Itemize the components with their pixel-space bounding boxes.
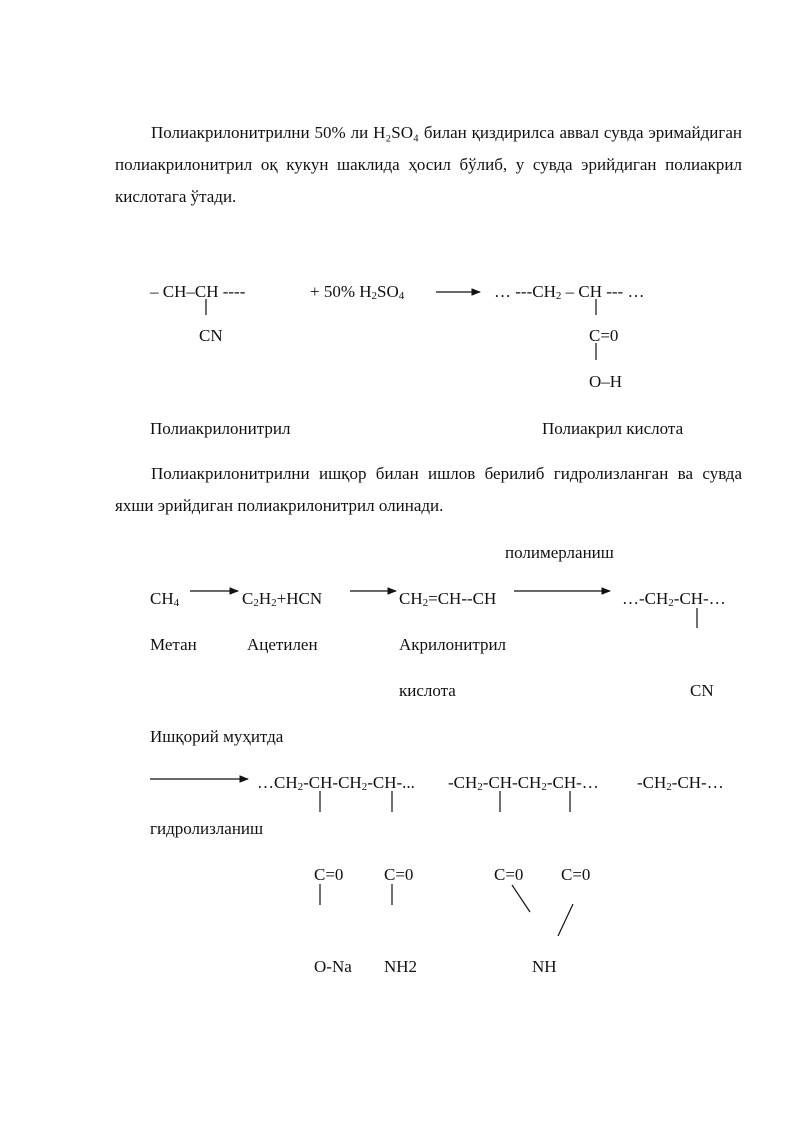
imide-bridge-group: NH (532, 957, 557, 976)
sodium-carboxylate-group: O-Na (314, 957, 352, 976)
alkaline-medium-label: Ишқорий муҳитда (150, 727, 284, 746)
carbonyl-group-4: C=0 (561, 865, 591, 884)
polymer-nitrile-group: CN (690, 681, 714, 700)
acetylene-name: Ацетилен (247, 635, 318, 654)
hydrolysis-paragraph-text: Полиакрилонитрилни ишқор билан ишлов берилиб гидролизланган ва сувда яхши эрийдиган полиакрилонитрил олинади. (115, 464, 742, 515)
methane-name: Метан (150, 635, 197, 654)
carbonyl-group-2: C=0 (384, 865, 414, 884)
carbonyl-group-3: C=0 (494, 865, 524, 884)
hydrolysis-paragraph (115, 458, 742, 522)
polymerization-label: полимерланиш (505, 543, 614, 562)
intro-paragraph-text: Полиакрилонитрилни 50% ли H₂SO₄ билан қиздирилса аввал сувда эримайдиган полиакрилонитрил оқ кукун шаклида ҳосил бўлиб, у сувда эрийдиган полиакрил кислотага ўтади. (115, 123, 742, 206)
reactant-name: Полиакрилонитрил (150, 419, 291, 438)
chain-segment-2: $-CH_2-CH-CH_2-CH-\dots$ (448, 773, 599, 793)
bond-co-nh-right (558, 904, 573, 936)
amide-group: NH2 (384, 957, 418, 976)
chain-segment-1: $\dots CH_2-CH-CH_2-CH-$... (257, 773, 415, 793)
sulfuric-acid-reagent: + 50% $H_2SO_4$ (310, 282, 405, 302)
acid-name: кислота (399, 681, 456, 700)
methane-formula: $CH_4$ (150, 589, 180, 609)
polyacrylonitrile-chain: – CH–CH ---- (150, 282, 246, 301)
polyacrylic-acid-chain: … $---CH_2$ – CH --- … (494, 282, 645, 302)
nitrile-group: CN (199, 326, 223, 345)
bond-co-nh-left (512, 885, 530, 912)
polymer-chain-formula: $\dots-CH_2-CH-\dots$ (622, 589, 726, 609)
hydroxyl-group: O–H (589, 372, 623, 391)
acrylonitrile-formula: $CH_2=CH--CH$ (399, 589, 497, 609)
carbonyl-group-1: C=0 (314, 865, 344, 884)
hydrolysis-label: гидролизланиш (150, 819, 264, 838)
carbonyl-group: C=0 (589, 326, 619, 345)
acrylonitrile-name: Акрилонитрил (399, 635, 507, 654)
acetylene-hcn-formula: $C_2H_2+HCN$ (242, 589, 323, 609)
intro-paragraph (115, 117, 742, 213)
product-name: Полиакрил кислота (542, 419, 684, 438)
chain-segment-3: $-CH_2-CH-\dots$ (637, 773, 724, 793)
